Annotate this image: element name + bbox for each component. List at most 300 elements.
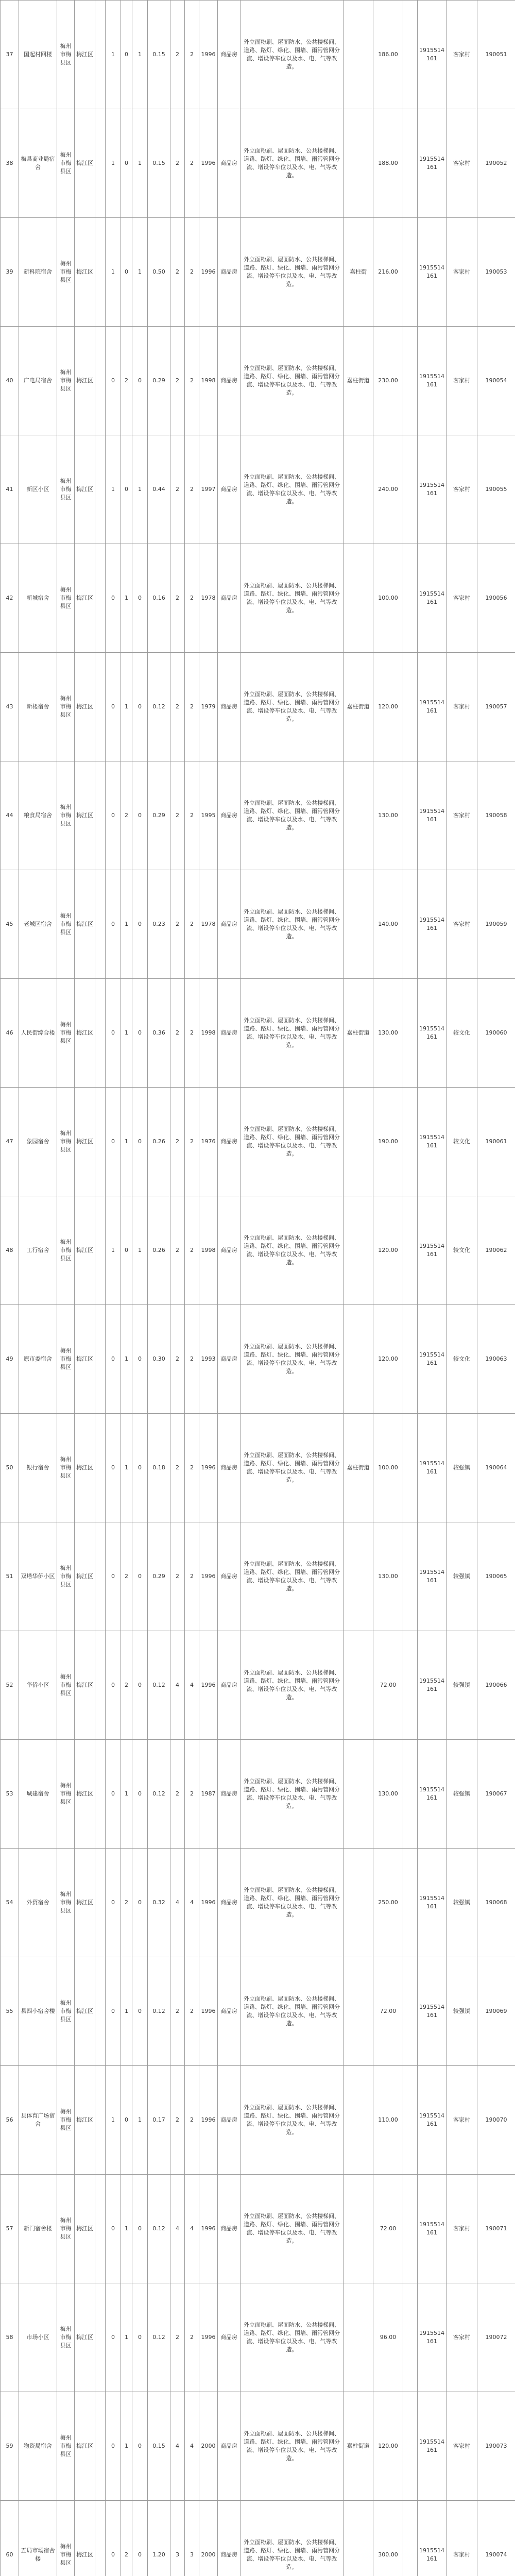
- property-type: 商品房: [218, 2175, 241, 2283]
- col-c1: [95, 1849, 106, 1957]
- col-c3: 2: [121, 1849, 132, 1957]
- code-cell: 190064: [477, 1414, 515, 1522]
- table-row: [1, 1740, 515, 1849]
- build-year: 1987: [199, 1740, 218, 1849]
- build-year: 1997: [199, 435, 218, 544]
- community-name: 新区小区: [19, 435, 57, 544]
- property-type: 商品房: [218, 1631, 241, 1740]
- district-cell: 梅州市梅县区: [57, 1849, 75, 1957]
- col-c4: 0: [132, 2175, 148, 2283]
- renovation-content: 外立面粉刷、屋面防水、公共楼梯间、道路、路灯、绿化、围墙、雨污管网分流、增设停车位以及水、电、气等改造。: [241, 1088, 344, 1196]
- col-c5: 0.30: [148, 1305, 170, 1414]
- col-c6: 2: [170, 109, 185, 218]
- col-c6: 2: [170, 435, 185, 544]
- col-c4: 1: [132, 109, 148, 218]
- col-c3: 0: [121, 218, 132, 327]
- row-number: 44: [1, 761, 19, 870]
- col-c5: 0.29: [148, 761, 170, 870]
- phone-cell: 1915514161: [418, 870, 447, 979]
- col-c6: 2: [170, 653, 185, 761]
- row-number: 47: [1, 1088, 19, 1196]
- col-c7: 2: [185, 1957, 199, 2066]
- city-cell: 梅江区: [75, 544, 95, 653]
- district-cell: 梅州市梅县区: [57, 1740, 75, 1849]
- area-cell: 100.00: [373, 544, 403, 653]
- community-name: 工行宿舍: [19, 1196, 57, 1305]
- district-cell: 梅州市梅县区: [57, 2501, 75, 2576]
- renovation-content: 外立面粉刷、屋面防水、公共楼梯间、道路、路灯、绿化、围墙、雨污管网分流、增设停车位以及水、电、气等改造。: [241, 761, 344, 870]
- area-cell: 188.00: [373, 109, 403, 218]
- renovation-content: 外立面粉刷、屋面防水、公共楼梯间、道路、路灯、绿化、围墙、雨污管网分流、增设停车位以及水、电、气等改造。: [241, 1305, 344, 1414]
- col-c7: 4: [185, 2392, 199, 2501]
- district-cell: 梅州市梅县区: [57, 1631, 75, 1740]
- col-c2: 0: [106, 1849, 121, 1957]
- renovation-content: 外立面粉刷、屋面防水、公共楼梯间、道路、路灯、绿化、围墙、雨污管网分流、增设停车位以及水、电、气等改造。: [241, 1196, 344, 1305]
- property-type: 商品房: [218, 1196, 241, 1305]
- col-c7: 4: [185, 1631, 199, 1740]
- table-row: [1, 435, 515, 544]
- col-c7: 2: [185, 2066, 199, 2175]
- col-c1: [95, 327, 106, 435]
- table-row: [1, 327, 515, 435]
- phone-cell: 1915514161: [418, 2392, 447, 2501]
- phone-cell: 1915514161: [418, 979, 447, 1088]
- col-c1: [95, 1740, 106, 1849]
- blank-cell: [403, 1522, 418, 1631]
- col-c5: 0.12: [148, 653, 170, 761]
- org-cell: 客家村: [447, 761, 477, 870]
- area-cell: 130.00: [373, 761, 403, 870]
- code-cell: 190061: [477, 1088, 515, 1196]
- col-c2: 0: [106, 2501, 121, 2576]
- col-c5: 0.29: [148, 327, 170, 435]
- property-type: 商品房: [218, 1957, 241, 2066]
- col-c5: 0.12: [148, 1631, 170, 1740]
- build-year: 1996: [199, 1957, 218, 2066]
- phone-cell: 1915514161: [418, 435, 447, 544]
- code-cell: 190052: [477, 109, 515, 218]
- col-c7: 2: [185, 1522, 199, 1631]
- table-row: [1, 2066, 515, 2175]
- code-cell: 190065: [477, 1522, 515, 1631]
- blank-cell: [403, 109, 418, 218]
- col-c2: 0: [106, 1522, 121, 1631]
- col-c5: 0.12: [148, 1957, 170, 2066]
- property-type: 商品房: [218, 2392, 241, 2501]
- build-year: 1978: [199, 544, 218, 653]
- phone-cell: 1915514161: [418, 1522, 447, 1631]
- district-cell: 梅州市梅县区: [57, 870, 75, 979]
- build-year: 1979: [199, 653, 218, 761]
- blank-cell: [403, 1849, 418, 1957]
- area-cell: 130.00: [373, 1740, 403, 1849]
- code-cell: 190062: [477, 1196, 515, 1305]
- renovation-content: 外立面粉刷、屋面防水、公共楼梯间、道路、路灯、绿化、围墙、雨污管网分流、增设停车位以及水、电、气等改造。: [241, 327, 344, 435]
- col-c4: 1: [132, 1, 148, 109]
- property-type: 商品房: [218, 2066, 241, 2175]
- code-cell: 190072: [477, 2283, 515, 2392]
- area-cell: 120.00: [373, 2392, 403, 2501]
- renovation-content: 外立面粉刷、屋面防水、公共楼梯间、道路、路灯、绿化、围墙、雨污管网分流、增设停车位以及水、电、气等改造。: [241, 218, 344, 327]
- build-year: 1976: [199, 1088, 218, 1196]
- blank-cell: [403, 1414, 418, 1522]
- col-c1: [95, 2501, 106, 2576]
- area-cell: 190.00: [373, 1088, 403, 1196]
- col-c7: 2: [185, 1305, 199, 1414]
- community-name: 县体育广场宿舍: [19, 2066, 57, 2175]
- row-number: 50: [1, 1414, 19, 1522]
- area-cell: 300.00: [373, 2501, 403, 2576]
- col-c2: 0: [106, 544, 121, 653]
- phone-cell: 1915514161: [418, 1957, 447, 2066]
- community-name: 县四小宿舍楼: [19, 1957, 57, 2066]
- scope-cell: [344, 761, 373, 870]
- col-c2: 1: [106, 435, 121, 544]
- community-name: 老城区宿舍: [19, 870, 57, 979]
- district-cell: 梅州市梅县区: [57, 761, 75, 870]
- table-row: [1, 1849, 515, 1957]
- col-c5: 0.32: [148, 1849, 170, 1957]
- table-row: [1, 1522, 515, 1631]
- phone-cell: 1915514161: [418, 327, 447, 435]
- col-c6: 2: [170, 1305, 185, 1414]
- build-year: 1993: [199, 1305, 218, 1414]
- col-c2: 0: [106, 653, 121, 761]
- col-c2: 0: [106, 1740, 121, 1849]
- blank-cell: [403, 1, 418, 109]
- scope-cell: [344, 544, 373, 653]
- renovation-content: 外立面粉刷、屋面防水、公共楼梯间、道路、路灯、绿化、围墙、雨污管网分流、增设停车位以及水、电、气等改造。: [241, 1, 344, 109]
- community-name: 华侨小区: [19, 1631, 57, 1740]
- phone-cell: 1915514161: [418, 1, 447, 109]
- city-cell: 梅江区: [75, 1522, 95, 1631]
- col-c4: 1: [132, 1196, 148, 1305]
- org-cell: 较文化: [447, 1088, 477, 1196]
- org-cell: 客家村: [447, 327, 477, 435]
- build-year: 1996: [199, 2066, 218, 2175]
- renovation-content: 外立面粉刷、屋面防水、公共楼梯间、道路、路灯、绿化、围墙、雨污管网分流、增设停车位以及水、电、气等改造。: [241, 1522, 344, 1631]
- col-c1: [95, 2283, 106, 2392]
- col-c4: 0: [132, 1957, 148, 2066]
- org-cell: 较强镇: [447, 1957, 477, 2066]
- city-cell: 梅江区: [75, 979, 95, 1088]
- scope-cell: 嘉柱街: [344, 218, 373, 327]
- row-number: 58: [1, 2283, 19, 2392]
- col-c2: 1: [106, 218, 121, 327]
- renovation-content: 外立面粉刷、屋面防水、公共楼梯间、道路、路灯、绿化、围墙、雨污管网分流、增设停车位以及水、电、气等改造。: [241, 979, 344, 1088]
- col-c6: 4: [170, 1849, 185, 1957]
- build-year: 2000: [199, 2501, 218, 2576]
- col-c7: 2: [185, 544, 199, 653]
- col-c6: 2: [170, 1196, 185, 1305]
- table-row: [1, 2392, 515, 2501]
- col-c6: 2: [170, 1414, 185, 1522]
- org-cell: 较强镇: [447, 1414, 477, 1522]
- row-number: 40: [1, 327, 19, 435]
- blank-cell: [403, 435, 418, 544]
- property-type: 商品房: [218, 761, 241, 870]
- col-c3: 0: [121, 1, 132, 109]
- build-year: 1998: [199, 1196, 218, 1305]
- table-row: [1, 2283, 515, 2392]
- blank-cell: [403, 979, 418, 1088]
- org-cell: 较强镇: [447, 1631, 477, 1740]
- col-c6: 2: [170, 218, 185, 327]
- col-c6: 4: [170, 2392, 185, 2501]
- col-c3: 0: [121, 2066, 132, 2175]
- build-year: 1996: [199, 1849, 218, 1957]
- city-cell: 梅江区: [75, 2175, 95, 2283]
- col-c3: 1: [121, 979, 132, 1088]
- org-cell: 客家村: [447, 544, 477, 653]
- code-cell: 190058: [477, 761, 515, 870]
- org-cell: 较强镇: [447, 1522, 477, 1631]
- community-name: 城建宿舍: [19, 1740, 57, 1849]
- area-cell: 96.00: [373, 2283, 403, 2392]
- scope-cell: [344, 2283, 373, 2392]
- col-c3: 0: [121, 435, 132, 544]
- scope-cell: [344, 1740, 373, 1849]
- org-cell: 客家村: [447, 2175, 477, 2283]
- col-c4: 0: [132, 1740, 148, 1849]
- col-c1: [95, 1, 106, 109]
- col-c7: 2: [185, 1088, 199, 1196]
- scope-cell: [344, 1849, 373, 1957]
- build-year: 1978: [199, 870, 218, 979]
- col-c1: [95, 435, 106, 544]
- col-c6: 2: [170, 1957, 185, 2066]
- property-type: 商品房: [218, 218, 241, 327]
- table-row: [1, 870, 515, 979]
- community-name: 新门宿舍楼: [19, 2175, 57, 2283]
- blank-cell: [403, 2066, 418, 2175]
- area-cell: 216.00: [373, 218, 403, 327]
- col-c6: 2: [170, 1088, 185, 1196]
- col-c4: 0: [132, 2283, 148, 2392]
- phone-cell: 1915514161: [418, 1305, 447, 1414]
- scope-cell: [344, 1088, 373, 1196]
- renovation-content: 外立面粉刷、屋面防水、公共楼梯间、道路、路灯、绿化、围墙、雨污管网分流、增设停车位以及水、电、气等改造。: [241, 1849, 344, 1957]
- blank-cell: [403, 1196, 418, 1305]
- code-cell: 190054: [477, 327, 515, 435]
- col-c5: 0.17: [148, 2066, 170, 2175]
- scope-cell: [344, 870, 373, 979]
- community-name: 人民街综合楼: [19, 979, 57, 1088]
- property-type: 商品房: [218, 870, 241, 979]
- col-c2: 0: [106, 870, 121, 979]
- col-c6: 2: [170, 761, 185, 870]
- district-cell: 梅州市梅县区: [57, 2066, 75, 2175]
- col-c5: 0.23: [148, 870, 170, 979]
- org-cell: 较文化: [447, 1196, 477, 1305]
- col-c7: 2: [185, 1, 199, 109]
- blank-cell: [403, 1088, 418, 1196]
- district-cell: 梅州市梅县区: [57, 109, 75, 218]
- org-cell: 客家村: [447, 109, 477, 218]
- col-c2: 0: [106, 2283, 121, 2392]
- table-row: [1, 2501, 515, 2576]
- district-cell: 梅州市梅县区: [57, 218, 75, 327]
- code-cell: 190066: [477, 1631, 515, 1740]
- community-name: 双塔华侨小区: [19, 1522, 57, 1631]
- org-cell: 客家村: [447, 2066, 477, 2175]
- row-number: 52: [1, 1631, 19, 1740]
- renovation-content: 外立面粉刷、屋面防水、公共楼梯间、道路、路灯、绿化、围墙、雨污管网分流、增设停车位以及水、电、气等改造。: [241, 2175, 344, 2283]
- community-name: 新科院宿舍: [19, 218, 57, 327]
- renovation-content: 外立面粉刷、屋面防水、公共楼梯间、道路、路灯、绿化、围墙、雨污管网分流、增设停车位以及水、电、气等改造。: [241, 1740, 344, 1849]
- area-cell: 100.00: [373, 1414, 403, 1522]
- code-cell: 190063: [477, 1305, 515, 1414]
- blank-cell: [403, 653, 418, 761]
- city-cell: 梅江区: [75, 327, 95, 435]
- renovation-content: 外立面粉刷、屋面防水、公共楼梯间、道路、路灯、绿化、围墙、雨污管网分流、增设停车位以及水、电、气等改造。: [241, 870, 344, 979]
- col-c4: 0: [132, 979, 148, 1088]
- org-cell: 客家村: [447, 2501, 477, 2576]
- col-c1: [95, 653, 106, 761]
- area-cell: 120.00: [373, 653, 403, 761]
- phone-cell: 1915514161: [418, 218, 447, 327]
- renovation-content: 外立面粉刷、屋面防水、公共楼梯间、道路、路灯、绿化、围墙、雨污管网分流、增设停车位以及水、电、气等改造。: [241, 1414, 344, 1522]
- phone-cell: 1915514161: [418, 2501, 447, 2576]
- row-number: 51: [1, 1522, 19, 1631]
- org-cell: 客家村: [447, 1, 477, 109]
- col-c3: 1: [121, 1305, 132, 1414]
- col-c4: 0: [132, 1631, 148, 1740]
- col-c2: 0: [106, 1631, 121, 1740]
- scope-cell: [344, 1522, 373, 1631]
- community-name: 国起村回楼: [19, 1, 57, 109]
- col-c6: 2: [170, 327, 185, 435]
- org-cell: 客家村: [447, 653, 477, 761]
- col-c1: [95, 1414, 106, 1522]
- scope-cell: [344, 1196, 373, 1305]
- org-cell: 客家村: [447, 870, 477, 979]
- col-c7: 2: [185, 870, 199, 979]
- col-c3: 0: [121, 1196, 132, 1305]
- col-c5: 0.26: [148, 1196, 170, 1305]
- phone-cell: 1915514161: [418, 1849, 447, 1957]
- property-type: 商品房: [218, 1305, 241, 1414]
- row-number: 49: [1, 1305, 19, 1414]
- blank-cell: [403, 1305, 418, 1414]
- col-c7: 2: [185, 327, 199, 435]
- renovation-content: 外立面粉刷、屋面防水、公共楼梯间、道路、路灯、绿化、围墙、雨污管网分流、增设停车位以及水、电、气等改造。: [241, 2066, 344, 2175]
- community-name: 象园宿舍: [19, 1088, 57, 1196]
- col-c6: 2: [170, 544, 185, 653]
- city-cell: 梅江区: [75, 1, 95, 109]
- org-cell: 较强镇: [447, 1740, 477, 1849]
- org-cell: 客家村: [447, 218, 477, 327]
- col-c7: 2: [185, 1414, 199, 1522]
- col-c3: 1: [121, 1957, 132, 2066]
- district-cell: 梅州市梅县区: [57, 653, 75, 761]
- col-c4: 0: [132, 1305, 148, 1414]
- col-c2: 0: [106, 979, 121, 1088]
- phone-cell: 1915514161: [418, 1196, 447, 1305]
- col-c1: [95, 109, 106, 218]
- col-c4: 1: [132, 435, 148, 544]
- col-c5: 0.15: [148, 109, 170, 218]
- table-row: [1, 544, 515, 653]
- col-c4: 0: [132, 544, 148, 653]
- col-c5: 0.36: [148, 979, 170, 1088]
- code-cell: 190073: [477, 2392, 515, 2501]
- col-c4: 0: [132, 870, 148, 979]
- property-type: 商品房: [218, 1849, 241, 1957]
- col-c3: 1: [121, 1414, 132, 1522]
- scope-cell: [344, 1957, 373, 2066]
- col-c6: 2: [170, 1522, 185, 1631]
- phone-cell: 1915514161: [418, 2283, 447, 2392]
- district-cell: 梅州市梅县区: [57, 1957, 75, 2066]
- code-cell: 190055: [477, 435, 515, 544]
- build-year: 1998: [199, 327, 218, 435]
- phone-cell: 1915514161: [418, 1631, 447, 1740]
- blank-cell: [403, 761, 418, 870]
- col-c2: 0: [106, 2392, 121, 2501]
- col-c5: 0.12: [148, 2175, 170, 2283]
- row-number: 37: [1, 1, 19, 109]
- renovation-content: 外立面粉刷、屋面防水、公共楼梯间、道路、路灯、绿化、围墙、雨污管网分流、增设停车位以及水、电、气等改造。: [241, 653, 344, 761]
- renovation-content: 外立面粉刷、屋面防水、公共楼梯间、道路、路灯、绿化、围墙、雨污管网分流、增设停车位以及水、电、气等改造。: [241, 1631, 344, 1740]
- col-c4: 0: [132, 2392, 148, 2501]
- city-cell: 梅江区: [75, 870, 95, 979]
- community-name: 新楼宿舍: [19, 653, 57, 761]
- district-cell: 梅州市梅县区: [57, 1414, 75, 1522]
- col-c2: 0: [106, 1957, 121, 2066]
- col-c2: 1: [106, 1, 121, 109]
- col-c2: 1: [106, 1196, 121, 1305]
- col-c1: [95, 1957, 106, 2066]
- col-c6: 3: [170, 2501, 185, 2576]
- col-c3: 1: [121, 2283, 132, 2392]
- col-c7: 2: [185, 979, 199, 1088]
- col-c1: [95, 2066, 106, 2175]
- code-cell: 190069: [477, 1957, 515, 2066]
- table-row: [1, 2175, 515, 2283]
- row-number: 45: [1, 870, 19, 979]
- community-name: 市场小区: [19, 2283, 57, 2392]
- build-year: 2000: [199, 2392, 218, 2501]
- code-cell: 190067: [477, 1740, 515, 1849]
- build-year: 1996: [199, 1522, 218, 1631]
- col-c1: [95, 1088, 106, 1196]
- table-row: [1, 1088, 515, 1196]
- col-c3: 2: [121, 2501, 132, 2576]
- col-c2: 1: [106, 2066, 121, 2175]
- blank-cell: [403, 2392, 418, 2501]
- city-cell: 梅江区: [75, 2392, 95, 2501]
- row-number: 38: [1, 109, 19, 218]
- area-cell: 72.00: [373, 2175, 403, 2283]
- row-number: 60: [1, 2501, 19, 2576]
- col-c6: 2: [170, 2066, 185, 2175]
- col-c5: 0.44: [148, 435, 170, 544]
- col-c6: 4: [170, 1631, 185, 1740]
- col-c7: 2: [185, 1196, 199, 1305]
- code-cell: 190060: [477, 979, 515, 1088]
- scope-cell: 嘉柱街道: [344, 327, 373, 435]
- area-cell: 230.00: [373, 327, 403, 435]
- area-cell: 120.00: [373, 1196, 403, 1305]
- area-cell: 120.00: [373, 1305, 403, 1414]
- blank-cell: [403, 1740, 418, 1849]
- col-c4: 1: [132, 2066, 148, 2175]
- org-cell: 客家村: [447, 2283, 477, 2392]
- table-row: [1, 109, 515, 218]
- area-cell: 240.00: [373, 435, 403, 544]
- city-cell: 梅江区: [75, 653, 95, 761]
